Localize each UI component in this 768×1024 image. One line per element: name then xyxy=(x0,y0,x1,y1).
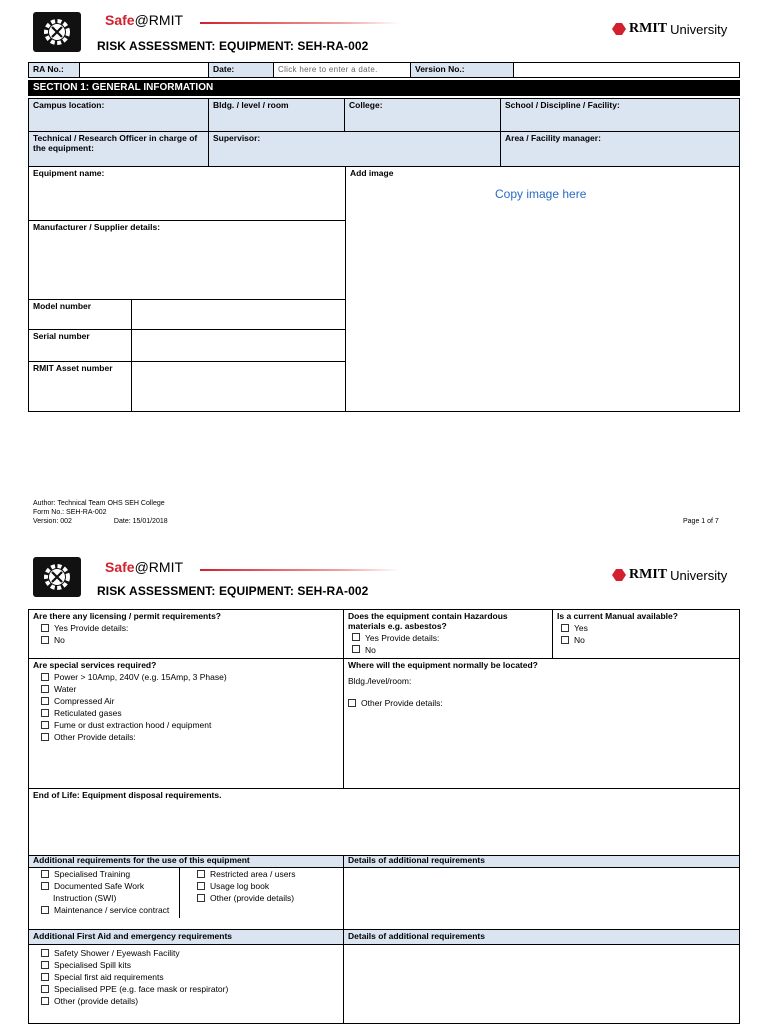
ppe-option[interactable]: Specialised PPE (e.g. face mask or respirator) xyxy=(41,983,339,995)
rmit-university-logo-2: RMIT University xyxy=(612,567,727,583)
additional-requirements-header: Additional requirements for the use of this equipment xyxy=(28,855,344,868)
spill-kits-option[interactable]: Specialised Spill kits xyxy=(41,959,339,971)
services-power-option[interactable]: Power > 10Amp, 240V (e.g. 15Amp, 3 Phase) xyxy=(41,671,339,683)
campus-location-field[interactable]: Campus location: xyxy=(28,98,209,132)
hazardous-section: Does the equipment contain Hazardous materials e.g. asbestos? Yes Provide details: No xyxy=(343,609,553,659)
checkbox-icon xyxy=(41,624,49,632)
additional-requirements-options xyxy=(28,867,344,930)
ra-no-label: RA No.: xyxy=(28,62,80,78)
equipment-name-field[interactable]: Equipment name: xyxy=(28,166,346,221)
date-field[interactable]: Click here to enter a date. xyxy=(273,62,411,78)
add-image-area[interactable] xyxy=(345,166,740,412)
licensing-section: Are there any licensing / permit requirements? Yes Provide details: No xyxy=(28,609,344,659)
services-air-option[interactable]: Compressed Air xyxy=(41,695,339,707)
checkbox-icon xyxy=(41,985,49,993)
services-other-option[interactable]: Other Provide details: xyxy=(41,731,339,743)
manual-yes-option[interactable]: Yes xyxy=(561,622,735,634)
location-section: Where will the equipment normally be located? Bldg./level/room: Other Provide details: xyxy=(343,658,740,789)
log-book-option[interactable]: Usage log book xyxy=(197,880,296,892)
checkbox-icon xyxy=(41,961,49,969)
other-requirements-option[interactable]: Other (provide details) xyxy=(197,892,296,904)
manual-section: Is a current Manual available? Yes No xyxy=(552,609,740,659)
ra-no-field[interactable] xyxy=(79,62,209,78)
version-field[interactable] xyxy=(513,62,740,78)
checkbox-icon xyxy=(41,709,49,717)
checkbox-icon xyxy=(352,633,360,641)
supervisor-field[interactable]: Supervisor: xyxy=(208,131,501,167)
checkbox-icon xyxy=(197,882,205,890)
checkbox-icon xyxy=(41,882,49,890)
checkbox-icon xyxy=(197,870,205,878)
checkbox-icon xyxy=(41,906,49,914)
safety-shower-option[interactable]: Safety Shower / Eyewash Facility xyxy=(41,947,339,959)
rmit-university-logo: RMIT University xyxy=(612,21,727,37)
checkbox-icon xyxy=(41,673,49,681)
checkbox-icon xyxy=(561,636,569,644)
other-first-aid-option[interactable]: Other (provide details) xyxy=(41,995,339,1007)
first-aid-details-field[interactable] xyxy=(343,944,740,1024)
end-of-life-field[interactable]: End of Life: Equipment disposal requirements. xyxy=(28,788,740,856)
manual-no-option[interactable]: No xyxy=(561,634,735,646)
location-bldg-field[interactable]: Bldg./level/room: xyxy=(348,675,412,686)
checkbox-icon xyxy=(41,870,49,878)
model-number-field[interactable] xyxy=(131,299,346,330)
first-aid-option[interactable]: Special first aid requirements xyxy=(41,971,339,983)
model-number-label: Model number xyxy=(28,299,132,330)
gear-tools-icon xyxy=(40,560,74,594)
asset-number-field[interactable] xyxy=(131,361,346,412)
checkbox-icon xyxy=(41,636,49,644)
building-field[interactable]: Bldg. / level / room xyxy=(208,98,345,132)
services-water-option[interactable]: Water xyxy=(41,683,339,695)
add-image-label: Add image xyxy=(350,168,394,178)
location-other-option[interactable]: Other Provide details: xyxy=(348,697,735,709)
checkbox-icon xyxy=(348,699,356,707)
school-field[interactable]: School / Discipline / Facility: xyxy=(500,98,740,132)
checkbox-icon xyxy=(41,997,49,1005)
licensing-no-option[interactable]: No xyxy=(41,634,339,646)
first-aid-details-header: Details of additional requirements xyxy=(343,929,740,945)
brand-name-2: Safe@RMIT xyxy=(105,559,184,575)
rmit-pixel-icon xyxy=(612,569,626,581)
maintenance-option[interactable]: Maintenance / service contract xyxy=(41,904,169,916)
special-services-section: Are special services required? Power > 10Amp, 240V (e.g. 15Amp, 3 Phase) Water Compressed Air Reticulated gases Fume or dust extraction hood / equipment Other Provide details: xyxy=(28,658,344,789)
manufacturer-field[interactable]: Manufacturer / Supplier details: xyxy=(28,220,346,300)
first-aid-options xyxy=(28,944,344,1024)
licensing-yes-option[interactable]: Yes Provide details: xyxy=(41,622,339,634)
checkbox-icon xyxy=(352,645,360,653)
asset-number-label: RMIT Asset number xyxy=(28,361,132,412)
additional-details-field[interactable] xyxy=(343,867,740,930)
first-aid-header: Additional First Aid and emergency requirements xyxy=(28,929,344,945)
hazardous-no-option[interactable]: No xyxy=(352,644,548,656)
serial-number-label: Serial number xyxy=(28,329,132,362)
swi-option-continued: Instruction (SWI) xyxy=(53,893,117,903)
page-footer: Author: Technical Team OHS SEH College Form No.: SEH-RA-002 Version: 002 Date: 15/01/2018 xyxy=(33,500,168,525)
brand-name: Safe@RMIT xyxy=(105,12,184,28)
gear-tools-icon xyxy=(40,15,74,49)
options-divider xyxy=(179,868,180,918)
page-number: Page 1 of 7 xyxy=(683,518,719,525)
area-manager-field[interactable]: Area / Facility manager: xyxy=(500,131,740,167)
checkbox-icon xyxy=(41,685,49,693)
document-title-2: RISK ASSESSMENT: EQUIPMENT: SEH-RA-002 xyxy=(97,584,369,598)
checkbox-icon xyxy=(561,624,569,632)
checkbox-icon xyxy=(41,721,49,729)
officer-field[interactable]: Technical / Research Officer in charge of the equipment: xyxy=(28,131,209,167)
brand-divider xyxy=(200,22,400,24)
checkbox-icon xyxy=(197,894,205,902)
date-label: Date: xyxy=(208,62,274,78)
copy-image-placeholder[interactable]: Copy image here xyxy=(495,187,587,201)
checkbox-icon xyxy=(41,733,49,741)
rmit-pixel-icon xyxy=(612,23,626,35)
checkbox-icon xyxy=(41,973,49,981)
swi-option[interactable]: Documented Safe Work xyxy=(41,880,169,892)
checkbox-icon xyxy=(41,697,49,705)
version-label: Version No.: xyxy=(410,62,514,78)
document-title: RISK ASSESSMENT: EQUIPMENT: SEH-RA-002 xyxy=(97,39,369,53)
college-field[interactable]: College: xyxy=(344,98,501,132)
serial-number-field[interactable] xyxy=(131,329,346,362)
hazardous-yes-option[interactable]: Yes Provide details: xyxy=(352,632,548,644)
checkbox-icon xyxy=(41,949,49,957)
safe-rmit-logo xyxy=(33,12,81,52)
services-fume-option[interactable]: Fume or dust extraction hood / equipment xyxy=(41,719,339,731)
restricted-option[interactable]: Restricted area / users xyxy=(197,868,296,880)
training-option[interactable]: Specialised Training xyxy=(41,868,169,880)
brand-divider-2 xyxy=(200,569,400,571)
services-gases-option[interactable]: Reticulated gases xyxy=(41,707,339,719)
section-1-header: SECTION 1: GENERAL INFORMATION xyxy=(28,80,740,96)
additional-details-header: Details of additional requirements xyxy=(343,855,740,868)
safe-rmit-logo-2 xyxy=(33,557,81,597)
